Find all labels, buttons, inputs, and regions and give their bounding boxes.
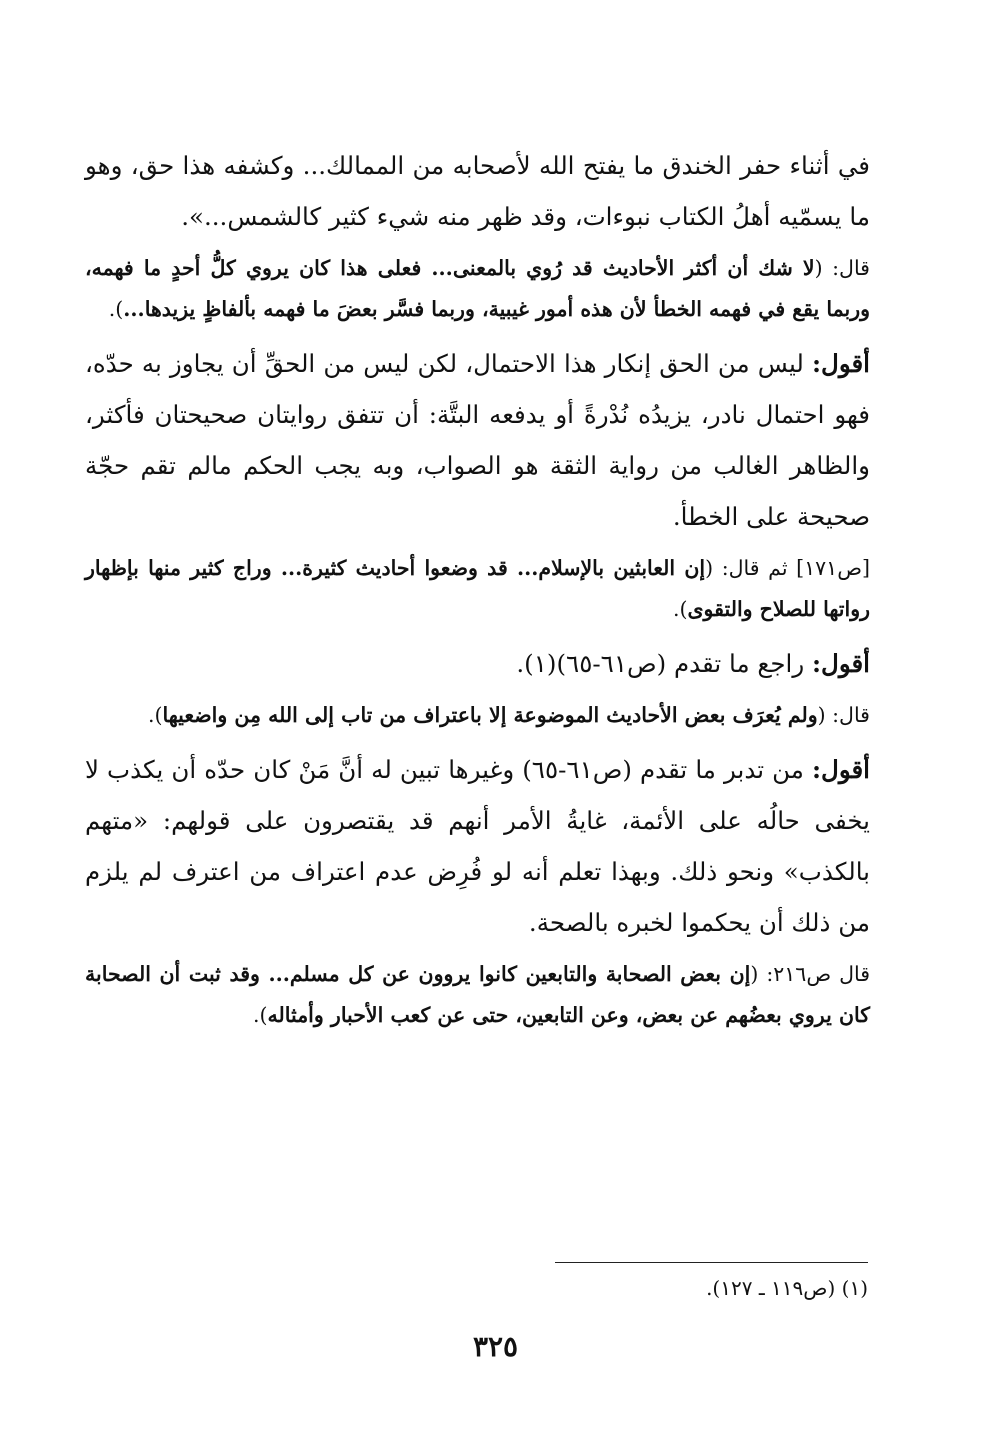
page-body [85, 140, 870, 1044]
aqul-text: ليس من الحق إنكار هذا الاحتمال، لكن ليس من الحقِّ أن يجاوز به حدّه، فهو احتمال نادر، يزيدُه نُدْرةً أو يدفعه البتَّة: أن تتفق روايتان صحيحتان فأكثر، والظاهر الغالب من رواية الثقة هو الصواب، وبه يجب الحكم مالم تقم حجّة صحيحة على الخطأ. [85, 349, 870, 531]
quote-paragraph [85, 548, 870, 630]
aqul-lead: أقول: [811, 349, 870, 378]
quote-body: إن العابثين بالإسلام... قد وضعوا أحاديث كثيرة... وراج كثير منها بإظهار رواتها للصلاح والتقوى [85, 556, 870, 621]
aqul-text: راجع ما تقدم (ص٦١-٦٥)(١). [516, 649, 812, 678]
quote-paragraph [85, 248, 870, 330]
quote-suffix: ). [673, 597, 688, 621]
footnote-divider [555, 1262, 868, 1263]
paragraph-text: في أثناء حفر الخندق ما يفتح الله لأصحابه من الممالك... وكشفه هذا حق، وهو ما يسمّيه أهلُ الكتاب نبوءات، وقد ظهر منه شيء كثير كالشمس...». [85, 151, 870, 231]
aqul-lead: أقول: [811, 755, 870, 784]
quote-prefix: قال ص٢١٦: ( [750, 962, 871, 986]
quote-body: إن بعض الصحابة والتابعين كانوا يروون عن كل مسلم... وقد ثبت أن الصحابة كان يروي بعضُهم عن بعض، وعن التابعين، حتى عن كعب الأحبار وأمثاله [85, 962, 870, 1027]
quote-body: ولم يُعرَف بعض الأحاديث الموضوعة إلا باعتراف من تاب إلى الله مِن واضعيها [162, 703, 818, 727]
aqul-paragraph [85, 338, 870, 542]
quote-suffix: ). [108, 297, 124, 321]
aqul-paragraph [85, 638, 870, 689]
quote-paragraph [85, 695, 870, 736]
page-number: ٣٢٥ [472, 1330, 519, 1363]
aqul-paragraph [85, 744, 870, 948]
quote-suffix: ). [147, 703, 163, 727]
footnote: (١) (ص١١٩ ـ ١٢٧). [706, 1276, 868, 1300]
aqul-text: من تدبر ما تقدم (ص٦١-٦٥) وغيرها تبين له أنَّ مَنْ كان حدّه أن يكذب لا يخفى حالُه على الأئمة، غايةُ الأمر أنهم قد يقتصرون على قولهم: «متهم بالكذب» ونحو ذلك. وبهذا تعلم أنه لو فُرِض عدم اعتراف من اعترف لم يلزم من ذلك أن يحكموا لخبره بالصحة. [85, 755, 870, 937]
quote-prefix: [ص١٧١] ثم قال: ( [705, 556, 870, 580]
aqul-lead: أقول: [811, 649, 870, 678]
quote-prefix: قال: ( [814, 256, 870, 280]
paragraph-continuation [85, 140, 870, 242]
quote-paragraph [85, 954, 870, 1036]
quote-suffix: ). [253, 1003, 268, 1027]
quote-body: لا شك أن أكثر الأحاديث قد رُوي بالمعنى... فعلى هذا كان يروي كلُّ أحدٍ ما فهمه، وربما يقع في فهمه الخطأ لأن هذه أمور غيبية، وربما فسَّر بعضَ ما فهمه بألفاظٍ يزيدها... [85, 256, 870, 321]
quote-prefix: قال: ( [817, 703, 870, 727]
